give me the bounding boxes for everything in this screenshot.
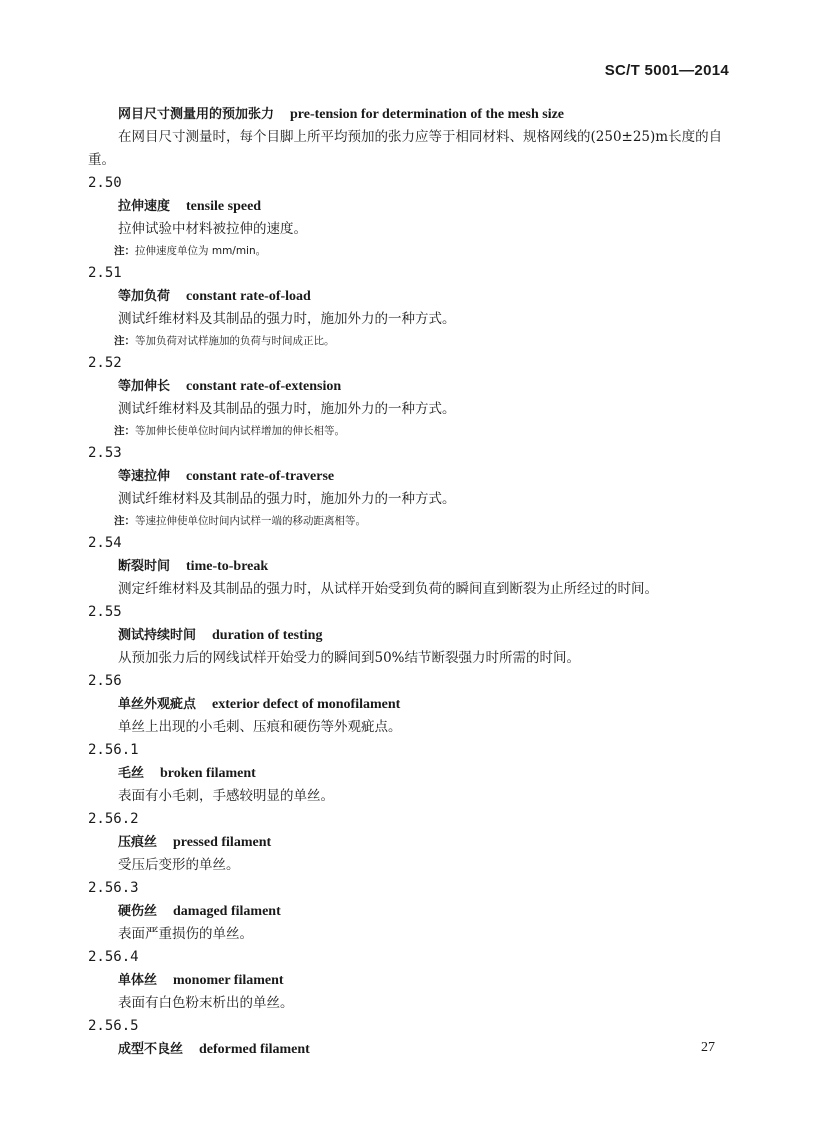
term-heading	[118, 103, 734, 126]
term-entry	[88, 262, 734, 352]
note-label: 注：	[114, 515, 135, 527]
term-chinese: 等加负荷	[118, 289, 171, 304]
note-text: 拉伸速度单位为 mm/min。	[135, 245, 267, 257]
clause-number: 2.55	[88, 604, 122, 620]
term-chinese: 断裂时间	[118, 559, 171, 574]
term-definition: 表面严重损伤的单丝。	[118, 926, 253, 942]
term-heading	[118, 195, 734, 218]
term-english: constant rate-of-traverse	[186, 469, 335, 484]
term-chinese: 硬伤丝	[118, 904, 158, 919]
term-note	[114, 331, 734, 352]
term-english: pressed filament	[173, 835, 272, 850]
term-english: exterior defect of monofilament	[212, 697, 401, 712]
term-entry	[88, 739, 734, 808]
term-chinese: 等速拉伸	[118, 469, 171, 484]
term-heading	[118, 285, 734, 308]
term-entry	[88, 532, 734, 601]
term-entry	[88, 352, 734, 442]
term-heading	[118, 969, 734, 992]
clause-number: 2.56.4	[88, 949, 139, 965]
term-chinese: 拉伸速度	[118, 199, 171, 214]
term-note	[114, 241, 734, 262]
note-text: 等加负荷对试样施加的负荷与时间成正比。	[135, 335, 335, 347]
terms-content	[88, 103, 734, 1061]
term-definition: 单丝上出现的小毛刺、压痕和硬伤等外观疵点。	[118, 719, 402, 735]
term-english: pre-tension for determination of the mesh size	[290, 107, 565, 122]
term-definition: 测试纤维材料及其制品的强力时，施加外力的一种方式。	[118, 311, 456, 327]
clause-number: 2.56.2	[88, 811, 139, 827]
term-definition: 测定纤维材料及其制品的强力时，从试样开始受到负荷的瞬间直到断裂为止所经过的时间。	[118, 581, 658, 597]
term-entry	[88, 172, 734, 262]
term-chinese: 测试持续时间	[118, 628, 197, 643]
clause-number: 2.52	[88, 355, 122, 371]
term-definition: 受压后变形的单丝。	[118, 857, 240, 873]
term-chinese: 成型不良丝	[118, 1042, 184, 1057]
term-definition: 表面有白色粉末析出的单丝。	[118, 995, 294, 1011]
term-definition: 从预加张力后的网线试样开始受力的瞬间到50%结节断裂强力时所需的时间。	[118, 650, 581, 666]
term-english: constant rate-of-extension	[186, 379, 342, 394]
term-heading	[118, 693, 734, 716]
term-chinese: 单体丝	[118, 973, 158, 988]
term-definition: 拉伸试验中材料被拉伸的速度。	[118, 221, 307, 237]
term-definition: 表面有小毛刺，手感较明显的单丝。	[118, 788, 334, 804]
clause-number: 2.50	[88, 175, 122, 191]
term-english: time-to-break	[186, 559, 269, 574]
note-label: 注：	[114, 245, 135, 257]
term-definition: 测试纤维材料及其制品的强力时，施加外力的一种方式。	[118, 401, 456, 417]
term-english: deformed filament	[199, 1042, 310, 1057]
term-english: damaged filament	[173, 904, 281, 919]
term-entry	[88, 808, 734, 877]
clause-number: 2.56.3	[88, 880, 139, 896]
term-heading	[118, 900, 734, 923]
term-definition: 在网目尺寸测量时，每个目脚上所平均预加的张力应等于相同材料、规格网线的(250±25)m长度的自重。	[88, 129, 723, 168]
term-english: constant rate-of-load	[186, 289, 311, 304]
term-heading	[118, 375, 734, 398]
term-entry	[88, 670, 734, 739]
clause-number: 2.56	[88, 673, 122, 689]
term-entry	[88, 946, 734, 1015]
term-entry	[88, 877, 734, 946]
term-chinese: 网目尺寸测量用的预加张力	[118, 107, 275, 122]
term-english: tensile speed	[186, 199, 262, 214]
term-heading	[118, 555, 734, 578]
term-entry	[88, 601, 734, 670]
term-entry	[88, 442, 734, 532]
term-heading	[118, 624, 734, 647]
clause-number: 2.54	[88, 535, 122, 551]
page-number: 27	[701, 1040, 715, 1055]
term-definition: 测试纤维材料及其制品的强力时，施加外力的一种方式。	[118, 491, 456, 507]
note-text: 等加伸长使单位时间内试样增加的伸长相等。	[135, 425, 345, 437]
note-label: 注：	[114, 335, 135, 347]
term-note	[114, 511, 734, 532]
clause-number: 2.56.1	[88, 742, 139, 758]
clause-number: 2.53	[88, 445, 122, 461]
term-note	[114, 421, 734, 442]
term-english: monomer filament	[173, 973, 284, 988]
term-chinese: 毛丝	[118, 766, 145, 781]
term-chinese: 压痕丝	[118, 835, 158, 850]
clause-number: 2.51	[88, 265, 122, 281]
clause-number: 2.56.5	[88, 1018, 139, 1034]
note-label: 注：	[114, 425, 135, 437]
term-heading	[118, 1038, 734, 1061]
term-heading	[118, 762, 734, 785]
term-chinese: 等加伸长	[118, 379, 171, 394]
standard-code: SC/T 5001—2014	[604, 62, 729, 79]
term-entry	[88, 1015, 734, 1061]
term-entry	[88, 103, 734, 172]
term-heading	[118, 831, 734, 854]
term-english: duration of testing	[212, 628, 323, 643]
note-text: 等速拉伸使单位时间内试样一端的移动距离相等。	[135, 515, 366, 527]
term-english: broken filament	[160, 766, 256, 781]
term-heading	[118, 465, 734, 488]
term-chinese: 单丝外观疵点	[118, 697, 197, 712]
